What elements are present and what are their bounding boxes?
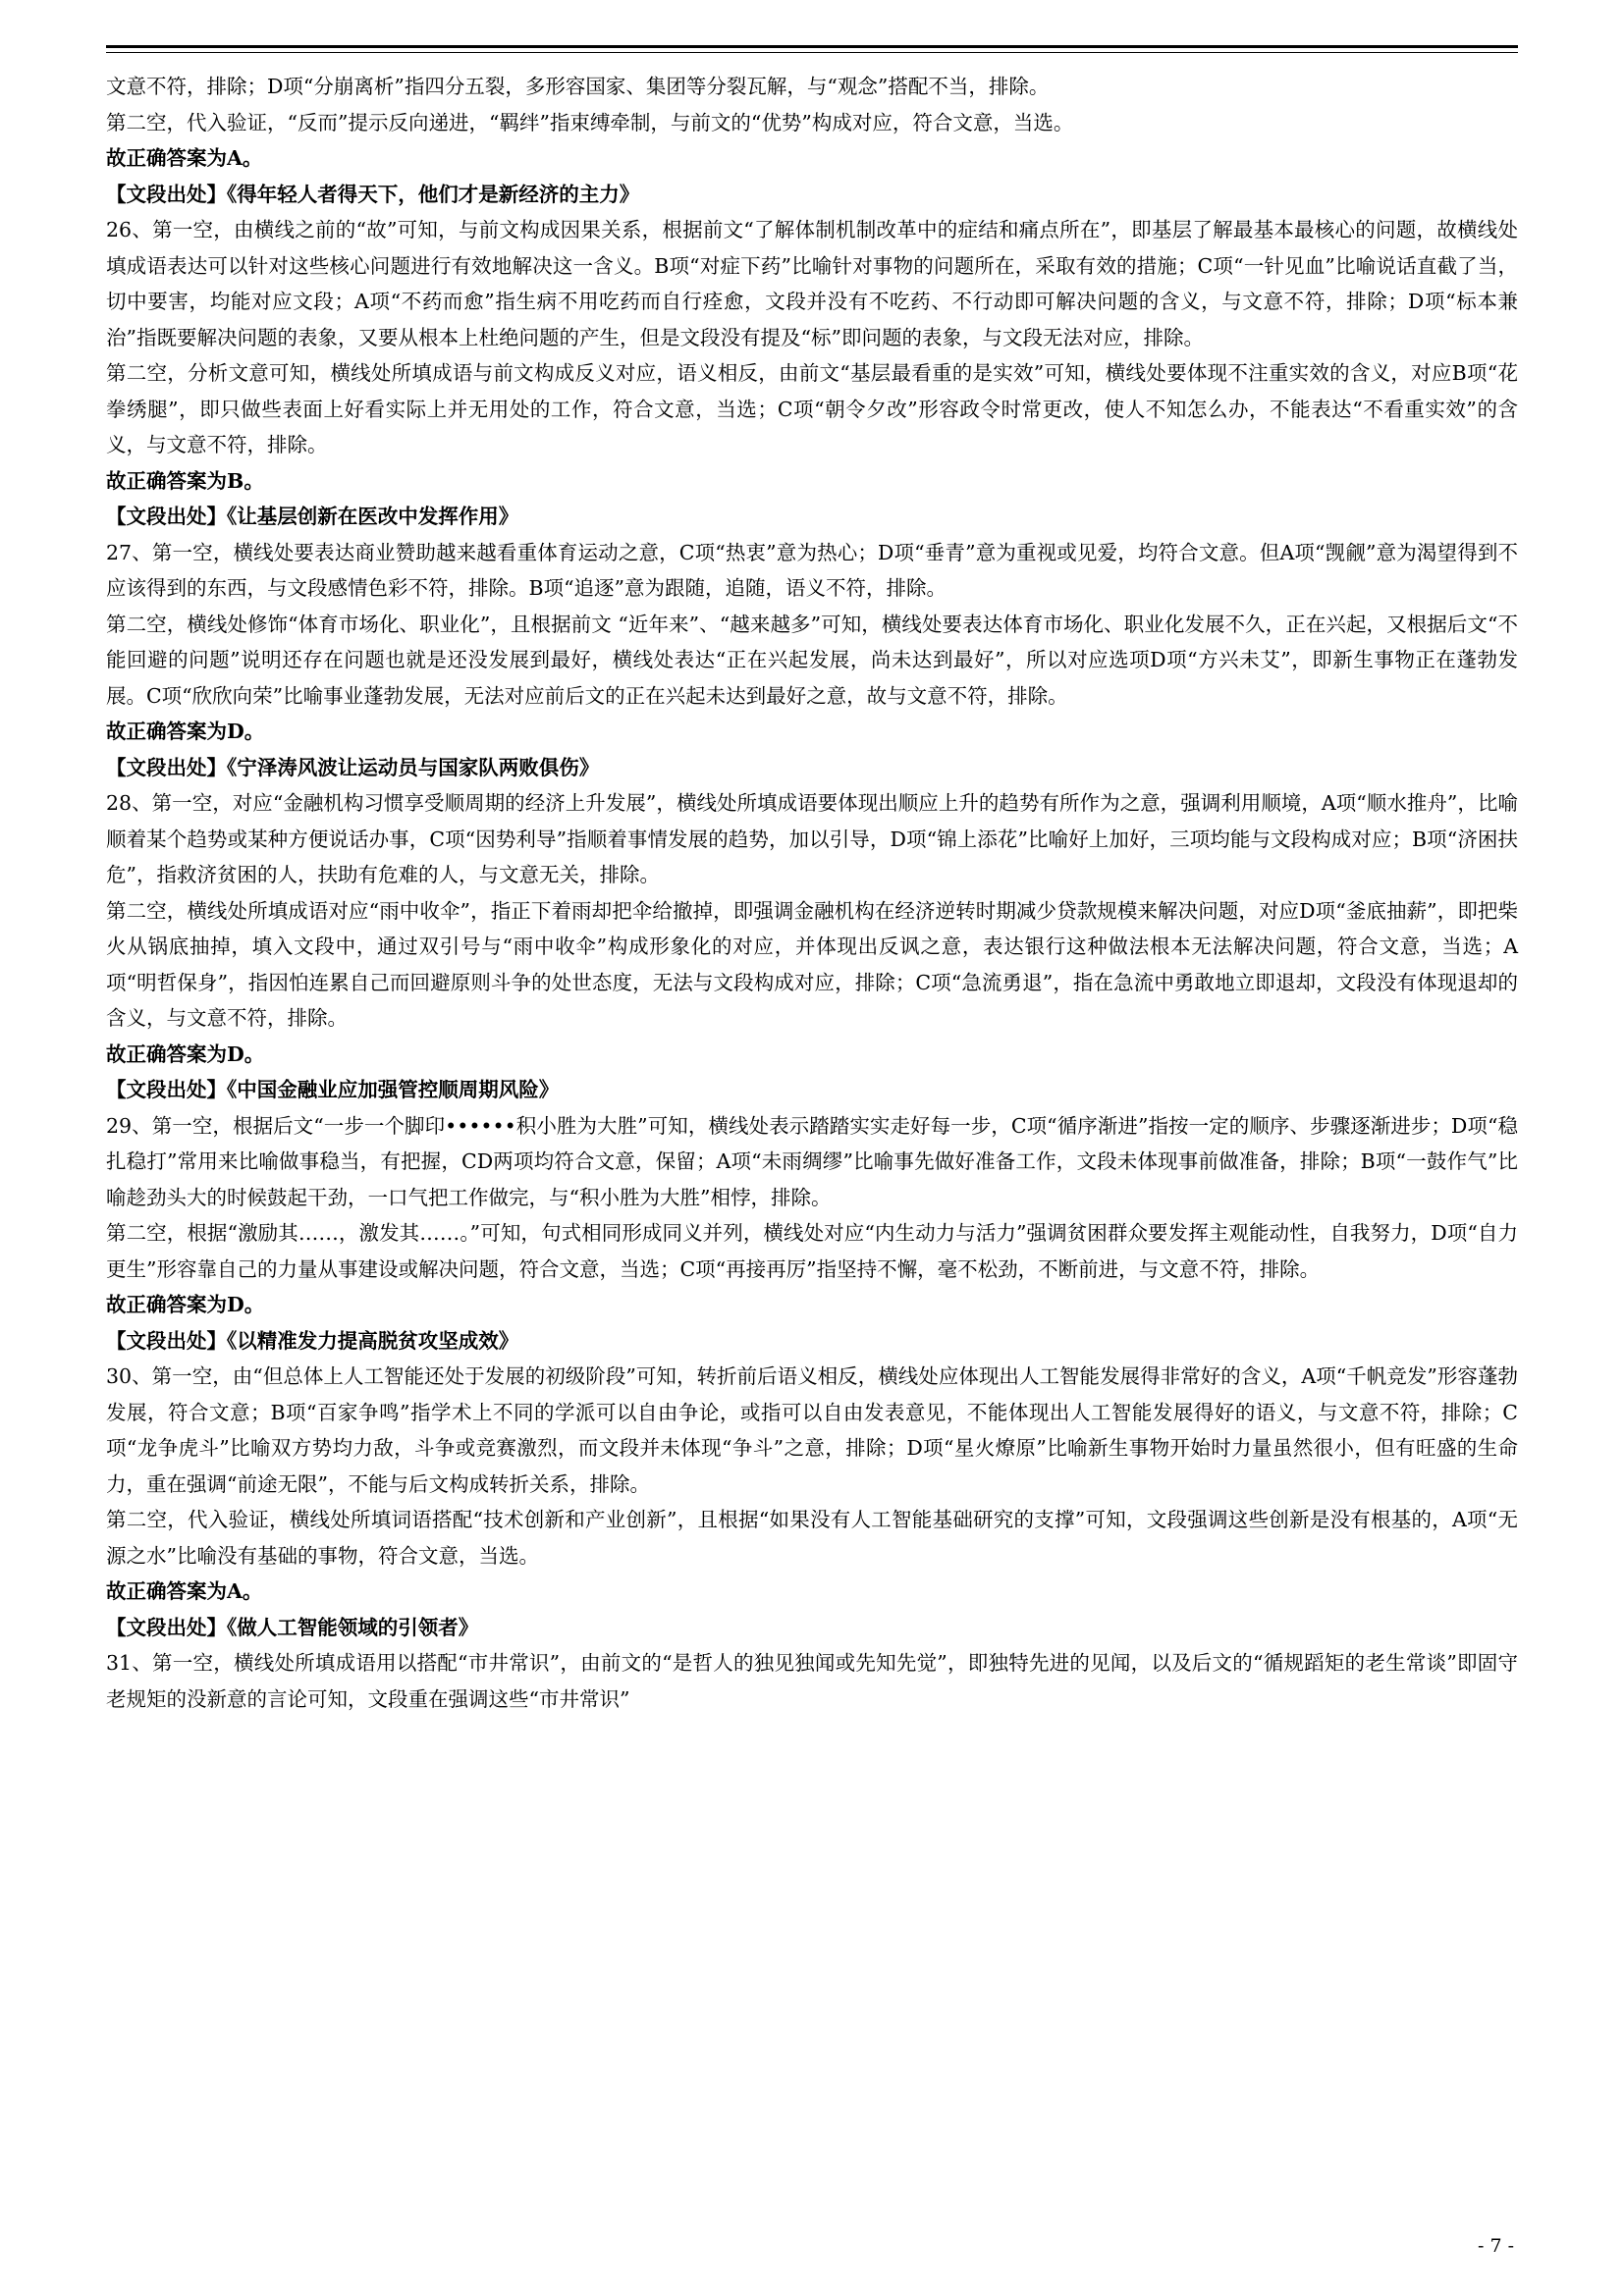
paragraph: 30、第一空，由“但总体上人工智能还处于发展的初级阶段”可知，转折前后语义相反，横线处应体现出人工智能发展得非常好的含义，A项“千帆竞发”形容蓬勃发展，符合文意；B项“百家争鸣”指学术上不同的学派可以自由争论，或指可以自由发表意见，不能体现出人工智能发展得好的语义，与文意不符，排除；C项“龙争虎斗”比喻双方势均力敌，斗争或竞赛激烈，而文段并未体现“争斗”之意，排除；D项“星火燎原”比喻新生事物开始时力量虽然很小，但有旺盛的生命力，重在强调“前途无限”，不能与后文构成转折关系，排除。	[106, 1364, 1518, 1496]
document-body	[106, 69, 1518, 1717]
answer-line: 故正确答案为D。	[106, 1041, 265, 1066]
source-line: 【文段出处】《以精准发力提高脱贫攻坚成效》	[106, 1328, 519, 1353]
answer-line: 故正确答案为D。	[106, 720, 265, 743]
paragraph: 第二空，横线处修饰“体育市场化、职业化”，且根据前文 “近年来”、“越来越多”可知，横线处要表达体育市场化、职业化发展不久，正在兴起，又根据后文“不能回避的问题”说明还存在问题也就是还没发展到最好，横线处表达“正在兴起发展，尚未达到最好”，所以对应选项D项“方兴未艾”，即新生事物正在蓬勃发展。C项“欣欣向荣”比喻事业蓬勃发展，无法对应前后文的正在兴起未达到最好之意，故与文意不符，排除。	[106, 612, 1518, 708]
source-line: 【文段出处】《得年轻人者得天下，他们才是新经济的主力》	[106, 182, 640, 206]
answer-line: 故正确答案为D。	[106, 1293, 265, 1316]
source-line: 【文段出处】《宁泽涛风波让运动员与国家队两败俱伤》	[106, 755, 600, 779]
source-line: 【文段出处】《做人工智能领域的引领者》	[106, 1615, 479, 1639]
source-line: 【文段出处】《中国金融业应加强管控顺周期风险》	[106, 1078, 560, 1101]
answer-line: 故正确答案为B。	[106, 468, 264, 493]
source-line: 【文段出处】《让基层创新在医改中发挥作用》	[106, 505, 519, 528]
page-number: - 7 -	[1477, 2235, 1514, 2257]
paragraph: 26、第一空，由横线之前的“故”可知，与前文构成因果关系，根据前文“了解体制机制改革中的症结和痛点所在”，即基层了解最基本最核心的问题，故横线处填成语表达可以针对这些核心问题进行有效地解决这一含义。B项“对症下药”比喻针对事物的问题所在，采取有效的措施；C项“一针见血”比喻说话直截了当，切中要害，均能对应文段；A项“不药而愈”指生病不用吃药而自行痊愈，文段并没有不吃药、不行动即可解决问题的含义，与文意不符，排除；D项“标本兼治”指既要解决问题的表象，又要从根本上杜绝问题的产生，但是文段没有提及“标”即问题的表象，与文段无法对应，排除。	[106, 218, 1518, 349]
paragraph: 27、第一空，横线处要表达商业赞助越来越看重体育运动之意，C项“热衷”意为热心；D项“垂青”意为重视或见爱，均符合文意。但A项“觊觎”意为渴望得到不应该得到的东西，与文段感情色彩不符，排除。B项“追逐”意为跟随，追随，语义不符，排除。	[106, 540, 1518, 600]
paragraph: 31、第一空，横线处所填成语用以搭配“市井常识”，由前文的“是哲人的独见独闻或先知先觉”，即独特先进的见闻，以及后文的“循规蹈矩的老生常谈”即固守老规矩的没新意的言论可知，文段重在强调这些“市井常识”	[106, 1651, 1518, 1711]
paragraph: 第二空，横线处所填成语对应“雨中收伞”，指正下着雨却把伞给撤掉，即强调金融机构在经济逆转时期减少贷款规模来解决问题，对应D项“釜底抽薪”，即把柴火从锅底抽掉，填入文段中，通过双引号与“雨中收伞”构成形象化的对应，并体现出反讽之意，表达银行这种做法根本无法解决问题，符合文意，当选；A项“明哲保身”，指因怕连累自己而回避原则斗争的处世态度，无法与文段构成对应，排除；C项“急流勇退”，指在急流中勇敢地立即退却，文段没有体现退却的含义，与文意不符，排除。	[106, 898, 1518, 1030]
paragraph: 29、第一空，根据后文“一步一个脚印••••••积小胜为大胜”可知，横线处表示踏踏实实走好每一步，C项“循序渐进”指按一定的顺序、步骤逐渐进步；D项“稳扎稳打”常用来比喻做事稳当，有把握，CD两项均符合文意，保留；A项“未雨绸缪”比喻事先做好准备工作，文段未体现事前做准备，排除；B项“一鼓作气”比喻趁劲头大的时候鼓起干劲，一口气把工作做完，与“积小胜为大胜”相悖，排除。	[106, 1113, 1518, 1209]
paragraph: 28、第一空，对应“金融机构习惯享受顺周期的经济上升发展”，横线处所填成语要体现出顺应上升的趋势有所作为之意，强调利用顺境，A项“顺水推舟”，比喻顺着某个趋势或某种方便说话办事，C项“因势利导”指顺着事情发展的趋势，加以引导，D项“锦上添花”比喻好上加好，三项均能与文段构成对应；B项“济困扶危”，指救济贫困的人，扶助有危难的人，与文意无关，排除。	[106, 791, 1518, 886]
answer-line: 故正确答案为A。	[106, 1579, 263, 1603]
paragraph: 第二空，代入验证，横线处所填词语搭配“技术创新和产业创新”，且根据“如果没有人工智能基础研究的支撑”可知，文段强调这些创新是没有根基的，A项“无源之水”比喻没有基础的事物，符合文意，当选。	[106, 1508, 1518, 1568]
paragraph: 第二空，根据“激励其……，激发其……。”可知，句式相同形成同义并列，横线处对应“内生动力与活力”强调贫困群众要发挥主观能动性，自我努力，D项“自力更生”形容靠自己的力量从事建设或解决问题，符合文意，当选；C项“再接再厉”指坚持不懈，毫不松劲，不断前进，与文意不符，排除。	[106, 1221, 1518, 1281]
header-rule	[106, 45, 1518, 53]
paragraph: 第二空，分析文意可知，横线处所填成语与前文构成反义对应，语义相反，由前文“基层最看重的是实效”可知，横线处要体现不注重实效的含义，对应B项“花拳绣腿”，即只做些表面上好看实际上并无用处的工作，符合文意，当选；C项“朝令夕改”形容政令时常更改，使人不知怎么办，不能表达“不看重实效”的含义，与文意不符，排除。	[106, 361, 1518, 456]
paragraph: 文意不符，排除；D项“分崩离析”指四分五裂，多形容国家、集团等分裂瓦解，与“观念”搭配不当，排除。	[106, 75, 1050, 98]
paragraph: 第二空，代入验证，“反而”提示反向递进，“羁绊”指束缚牵制，与前文的“优势”构成对应，符合文意，当选。	[106, 110, 1074, 134]
answer-line: 故正确答案为A。	[106, 146, 263, 170]
